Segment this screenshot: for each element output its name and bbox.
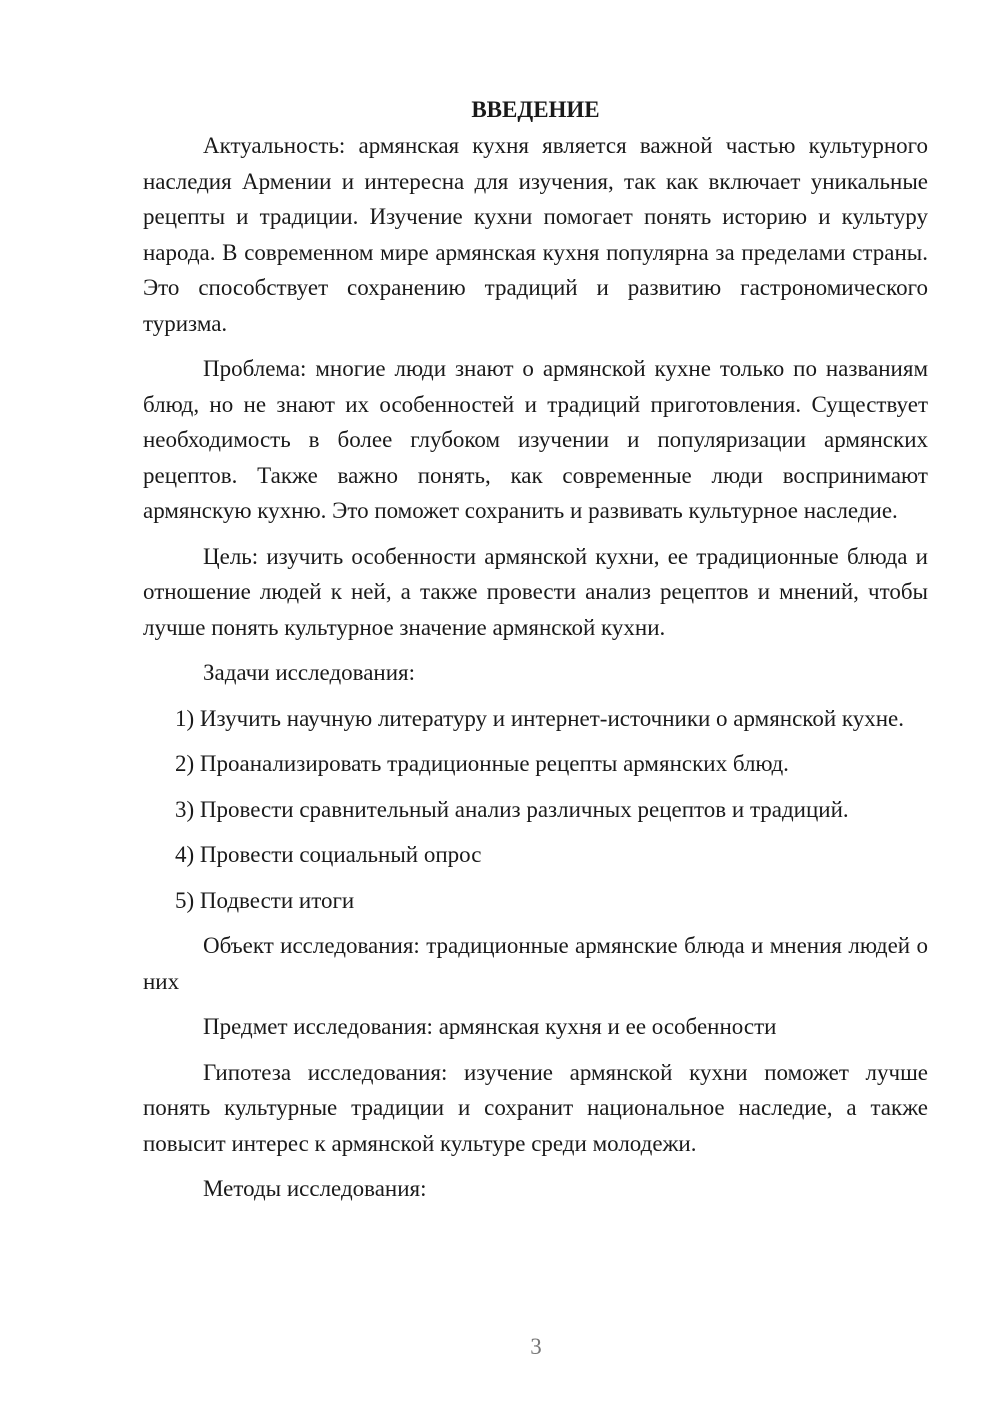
task-item-3: 3) Провести сравнительный анализ различных рецептов и традиций. [175, 796, 849, 822]
subject-paragraph: Предмет исследования: армянская кухня и ее особенности [203, 1014, 777, 1039]
tasks-heading: Задачи исследования: [203, 660, 416, 685]
page-content [143, 92, 928, 1217]
page-title: ВВЕДЕНИЕ [471, 97, 600, 122]
problem-paragraph: Проблема: многие люди знают о армянской кухне только по названиям блюд, но не знают их особенностей и традиций приготовления. Существует необходимость в более глубоком изучении и популяризации армянских рецептов. Также важно понять, как современные люди воспринимают армянскую кухню. Это поможет сохранить и развивать культурное наследие. [143, 356, 928, 523]
relevance-paragraph: Актуальность: армянская кухня является важной частью культурного наследия Армении и интересна для изучения, так как включает уникальные рецепты и традиции. Изучение кухни помогает понять историю и культуру народа. В современном мире армянская кухня популярна за пределами страны. Это способствует сохранению традиций и развитию гастрономического туризма. [143, 133, 928, 336]
goal-paragraph: Цель: изучить особенности армянской кухни, ее традиционные блюда и отношение людей к ней, а также провести анализ рецептов и мнений, чтобы лучше понять культурное значение армянской кухни. [143, 543, 928, 640]
hypothesis-paragraph: Гипотеза исследования: изучение армянской кухни поможет лучше понять культурные традиции и сохранит национальное наследие, а также повысит интерес к армянской культуре среди молодежи. [143, 1059, 928, 1156]
page-number: 3 [530, 1334, 542, 1359]
task-item-2: 2) Проанализировать традиционные рецепты армянских блюд. [175, 751, 789, 776]
task-item-1: 1) Изучить научную литературу и интернет-источники о армянской кухне. [175, 705, 904, 731]
methods-heading: Методы исследования: [203, 1176, 427, 1201]
task-item-4: 4) Провести социальный опрос [175, 842, 482, 867]
task-item-5: 5) Подвести итоги [175, 887, 355, 913]
object-paragraph: Объект исследования: традиционные армянские блюда и мнения людей о них [143, 933, 928, 994]
